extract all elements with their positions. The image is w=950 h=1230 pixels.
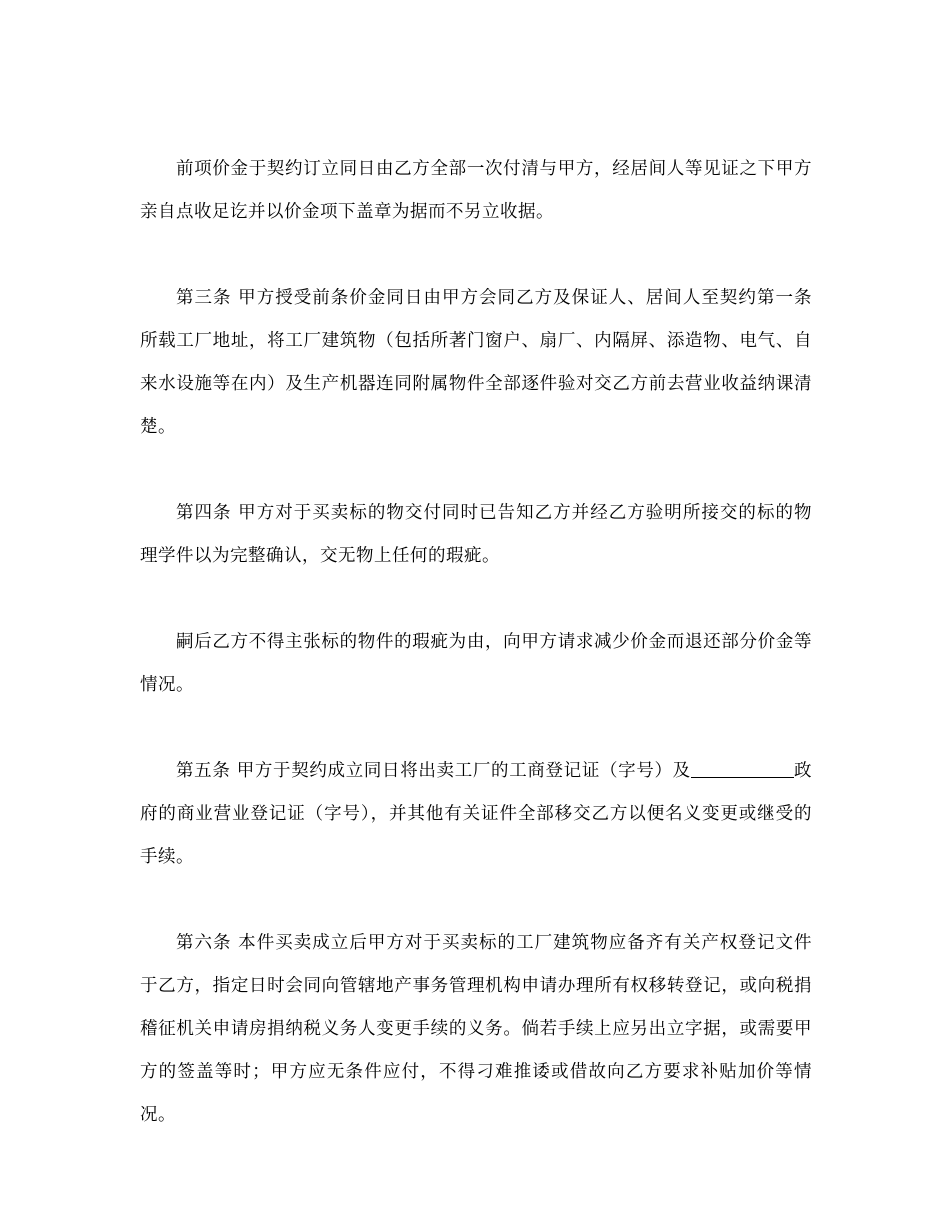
paragraph-article-4: 第四条 甲方对于买卖标的物交付同时已告知乙方并经乙方验明所接交的标的物理学件以为完整确认，交无物上任何的瑕疵。	[140, 503, 812, 566]
paragraph-no-defect-claim: 嗣后乙方不得主张标的物件的瑕疵为由，向甲方请求减少价金而退还部分价金等情况。	[140, 632, 812, 695]
paragraph-article-3: 第三条 甲方授受前条价金同日由甲方会同乙方及保证人、居间人至契约第一条所载工厂地址，将工厂建筑物（包括所著门窗户、扇厂、内隔屏、添造物、电气、自来水设施等在内）及生产机器连同附属物件全部逐件验对交乙方前去营业收益纳课清楚。	[140, 288, 812, 437]
paragraph-article-5	[140, 750, 812, 879]
document-body	[140, 148, 812, 1137]
paragraph-gap	[140, 707, 812, 750]
article-5-text-before-blank: 第五条 甲方于契约成立同日将出卖工厂的工商登记证（字号）及	[176, 761, 691, 781]
fill-in-blank-line	[691, 759, 794, 778]
paragraph-payment-receipt: 前项价金于契约订立同日由乙方全部一次付清与甲方，经居间人等见证之下甲方亲自点收足讫并以价金项下盖章为据而不另立收据。	[140, 159, 812, 222]
paragraph-gap	[140, 234, 812, 277]
paragraph-gap	[140, 449, 812, 492]
paragraph-article-6: 第六条 本件买卖成立后甲方对于买卖标的工厂建筑物应备齐有关产权登记文件于乙方，指定日时会同向管辖地产事务管理机构申请办理所有权移转登记，或向税捐稽征机关申请房捐纳税义务人变更手续的义务。倘若手续上应另出立字据，或需要甲方的签盖等时；甲方应无条件应付，不得刁难推诿或借故向乙方要求补贴加价等情况。	[140, 933, 812, 1125]
paragraph-gap	[140, 578, 812, 621]
article-5-text-after-blank: 政府的商业营业登记证（字号），并其他有关证件全部移交乙方以便名义变更或继受的手续。	[140, 761, 813, 867]
paragraph-gap	[140, 879, 812, 922]
